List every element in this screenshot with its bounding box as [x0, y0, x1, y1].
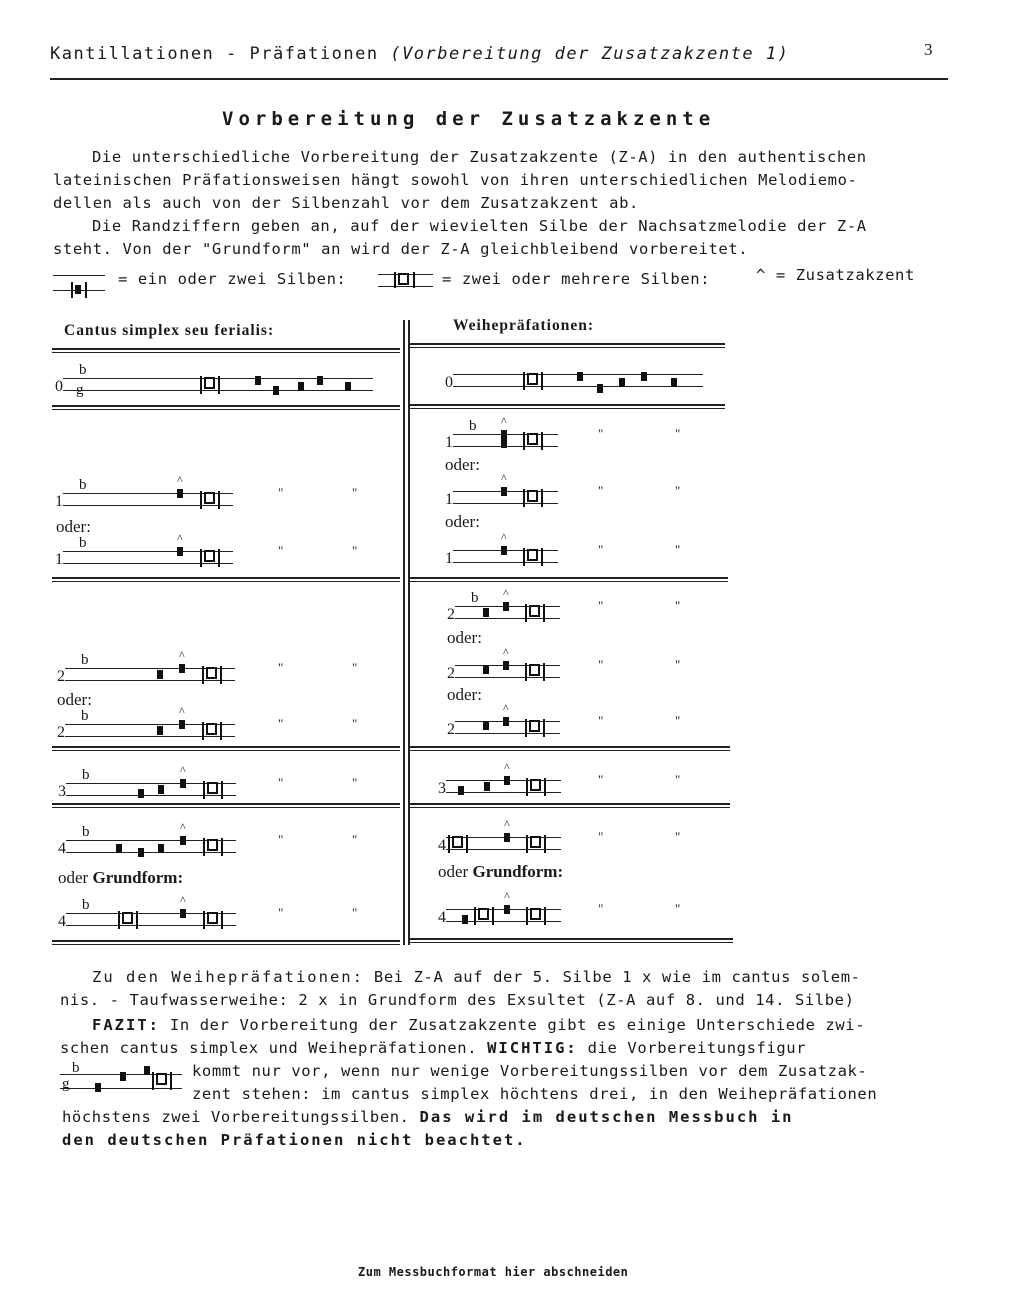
b-clef-icon: b	[79, 535, 87, 551]
accent-icon: ^	[177, 531, 183, 545]
b-clef-icon: b	[79, 362, 87, 378]
ditto-mark: "	[675, 901, 681, 916]
ditto-mark: "	[352, 832, 358, 847]
column-header-weihepraefationen: Weihepräfationen:	[453, 317, 594, 334]
neume-box-icon	[478, 908, 489, 920]
ditto-mark: "	[675, 772, 681, 787]
header-subtitle: (Vorbereitung der Zusatzakzente 1)	[390, 44, 790, 64]
fazit-line	[62, 1106, 794, 1129]
fazit-line: den deutschen Präfationen nicht beachtet.	[62, 1131, 527, 1149]
accent-icon: ^	[503, 645, 509, 659]
ditto-mark: "	[598, 483, 604, 498]
margin-number: 2	[447, 606, 455, 623]
oder-label: oder:	[56, 517, 91, 536]
barline-icon	[544, 835, 546, 853]
note-icon	[273, 386, 279, 395]
intro-line: Die unterschiedliche Vorbereitung der Zusatzakzente (Z-A) in den authentischen	[92, 148, 867, 166]
row-rule	[410, 347, 725, 348]
page-number: 3	[924, 40, 933, 59]
neume-box-icon	[527, 433, 538, 445]
note-icon	[483, 608, 489, 617]
neume-box-icon	[529, 605, 540, 617]
barline-icon	[543, 719, 545, 737]
b-clef-icon: b	[471, 590, 479, 606]
barline-icon	[543, 604, 545, 622]
staff-line	[66, 795, 236, 796]
row-rule	[52, 750, 400, 751]
margin-number: 2	[57, 724, 65, 741]
ditto-mark: "	[675, 598, 681, 613]
accent-icon: ^	[504, 760, 510, 774]
fazit-line: zent stehen: im cantus simplex höchtens drei, in den Weihepräfationen	[192, 1085, 878, 1103]
note-icon	[157, 726, 163, 735]
accent-note-icon	[180, 836, 186, 845]
note-icon	[116, 844, 122, 853]
neume-box-icon	[527, 373, 538, 385]
barline-icon	[541, 489, 543, 507]
neume-box-icon	[527, 490, 538, 502]
barline-icon	[541, 372, 543, 390]
ditto-mark: "	[352, 716, 358, 731]
b-clef-icon: b	[82, 767, 90, 783]
oder-label: oder:	[447, 628, 482, 647]
margin-number: 3	[438, 780, 446, 797]
note-icon	[597, 384, 603, 393]
barline-icon	[526, 835, 528, 853]
neume-box-icon	[207, 782, 218, 794]
intro-line: dellen als auch von der Silbenzahl vor dem Zusatzakzent ab.	[53, 194, 639, 212]
accent-icon: ^	[179, 648, 185, 662]
row-rule	[410, 408, 725, 409]
accent-icon: ^	[501, 471, 507, 485]
fazit-line	[60, 1037, 806, 1060]
oder-label: oder:	[445, 512, 480, 531]
accent-icon: ^	[177, 473, 183, 487]
note-icon	[671, 378, 677, 387]
barline-icon	[200, 549, 202, 567]
b-clef-icon: b	[82, 897, 90, 913]
barline-icon	[492, 907, 494, 925]
b-clef-icon: b	[82, 824, 90, 840]
ditto-mark: "	[598, 657, 604, 672]
neume-box-icon	[530, 836, 541, 848]
oder-label: oder:	[57, 690, 92, 709]
staff-line	[65, 736, 235, 737]
b-clef-icon: b	[469, 418, 477, 434]
ditto-mark: "	[598, 426, 604, 441]
accent-icon: ^	[503, 701, 509, 715]
ditto-mark: "	[352, 660, 358, 675]
row-rule	[52, 803, 400, 805]
fazit-line: kommt nur vor, wenn nur wenige Vorbereitungssilben vor dem Zusatzak-	[192, 1062, 868, 1080]
accent-icon: ^	[180, 820, 186, 834]
preparation-figure-icon: b g	[60, 1066, 185, 1098]
row-rule	[52, 940, 400, 942]
accent-icon: ^	[501, 530, 507, 544]
barline-icon	[221, 781, 223, 799]
accent-note-icon	[501, 546, 507, 555]
neume-box-icon	[204, 550, 215, 562]
text: höchstens zwei Vorbereitungssilben.	[62, 1108, 420, 1126]
row-rule	[410, 404, 725, 406]
row-rule	[52, 807, 400, 808]
row-rule	[52, 746, 400, 748]
note-icon	[483, 721, 489, 730]
page-title: Vorbereitung der Zusatzakzente	[222, 108, 716, 130]
text: Zu den Weihepräfationen:	[92, 968, 364, 986]
margin-number: 3	[58, 783, 66, 800]
barline-icon	[200, 491, 202, 509]
accent-note-icon	[503, 602, 509, 611]
barline-icon	[474, 907, 476, 925]
note-icon	[138, 848, 144, 857]
row-rule	[410, 750, 730, 751]
margin-number: 2	[447, 665, 455, 682]
staff-line	[63, 563, 233, 564]
accent-note-icon	[504, 905, 510, 914]
text: Grundform:	[472, 862, 564, 881]
running-header	[50, 44, 789, 64]
column-divider	[408, 320, 410, 945]
barline-icon	[541, 432, 543, 450]
margin-number: 1	[445, 434, 453, 451]
fazit-line	[92, 1014, 865, 1037]
b-clef-icon: b	[81, 708, 89, 724]
text: In der Vorbereitung der Zusatzakzente gibt es einige Unterschiede zwi-	[160, 1016, 866, 1034]
accent-note-icon	[501, 487, 507, 496]
accent-note-icon	[501, 430, 507, 439]
note-icon	[345, 382, 351, 391]
accent-note-icon	[177, 547, 183, 556]
barline-icon	[203, 838, 205, 856]
row-rule	[410, 942, 733, 943]
ditto-mark: "	[352, 905, 358, 920]
note-icon	[462, 915, 468, 924]
ditto-mark: "	[675, 483, 681, 498]
accent-note-icon	[503, 717, 509, 726]
margin-number: 1	[55, 551, 63, 568]
note-icon	[158, 785, 164, 794]
accent-note-icon	[504, 776, 510, 785]
row-rule	[410, 938, 733, 940]
legend-two-more: = zwei oder mehrere Silben:	[442, 270, 711, 288]
row-rule	[52, 944, 400, 945]
oder-label: oder:	[447, 685, 482, 704]
neume-box-icon	[530, 908, 541, 920]
row-rule	[52, 581, 400, 582]
column-header-cantus-simplex: Cantus simplex seu ferialis:	[64, 322, 275, 339]
margin-number: 0	[445, 374, 453, 391]
text: oder	[58, 868, 89, 887]
text: oder	[438, 862, 469, 881]
barline-icon	[523, 432, 525, 450]
row-rule	[52, 577, 400, 579]
g-clef-icon: g	[76, 382, 84, 398]
note-icon	[501, 439, 507, 448]
ditto-mark: "	[278, 716, 284, 731]
barline-icon	[543, 663, 545, 681]
barline-icon	[203, 911, 205, 929]
ditto-mark: "	[598, 713, 604, 728]
intro-line: steht. Von der "Grundform" an wird der Z-A gleichbleibend vorbereitet.	[53, 240, 749, 258]
accent-note-icon	[504, 833, 510, 842]
note-icon	[484, 782, 490, 791]
ditto-mark: "	[278, 775, 284, 790]
oder-grundform-label	[438, 862, 563, 882]
ditto-mark: "	[675, 542, 681, 557]
neume-box-icon	[206, 723, 217, 735]
neume-box-icon	[529, 664, 540, 676]
barline-icon	[523, 372, 525, 390]
barline-icon	[218, 549, 220, 567]
margin-number: 4	[438, 837, 446, 854]
barline-icon	[136, 911, 138, 929]
margin-number: 2	[447, 721, 455, 738]
note-icon	[157, 670, 163, 679]
accent-note-icon	[180, 909, 186, 918]
staff-line	[66, 852, 236, 853]
staff-line	[63, 505, 233, 506]
column-divider	[403, 320, 405, 945]
barline-icon	[218, 376, 220, 394]
accent-icon: ^	[504, 889, 510, 903]
ditto-mark: "	[278, 905, 284, 920]
row-rule	[410, 807, 730, 808]
margin-number: 4	[438, 909, 446, 926]
legend-accent: ^ = Zusatzakzent	[756, 266, 915, 284]
margin-number: 0	[55, 378, 63, 395]
ditto-mark: "	[675, 426, 681, 441]
b-clef-icon: b	[79, 477, 87, 493]
margin-number: 1	[445, 550, 453, 567]
barline-icon	[221, 838, 223, 856]
accent-icon: ^	[504, 817, 510, 831]
note-icon	[641, 372, 647, 381]
neume-box-icon	[378, 270, 433, 292]
barline-icon	[466, 835, 468, 853]
note-icon	[483, 665, 489, 674]
row-rule	[410, 803, 730, 805]
barline-icon	[220, 722, 222, 740]
ditto-mark: "	[675, 829, 681, 844]
note-icon	[298, 382, 304, 391]
oder-label: oder:	[445, 455, 480, 474]
accent-icon: ^	[501, 414, 507, 428]
oder-grundform-label	[58, 868, 183, 888]
text: schen cantus simplex und Weihepräfationen.	[60, 1039, 488, 1057]
ditto-mark: "	[675, 657, 681, 672]
margin-number: 4	[58, 913, 66, 930]
neume-box-icon	[452, 836, 463, 848]
accent-icon: ^	[179, 704, 185, 718]
note-icon	[158, 844, 164, 853]
ditto-mark: "	[278, 660, 284, 675]
intro-line: Die Randziffern geben an, auf der wievielten Silbe der Nachsatzmelodie der Z-A	[92, 217, 867, 235]
barline-icon	[202, 722, 204, 740]
legend-one-two: = ein oder zwei Silben:	[118, 270, 347, 288]
barline-icon	[544, 778, 546, 796]
barline-icon	[526, 778, 528, 796]
note-icon	[577, 372, 583, 381]
text: Grundform:	[92, 868, 184, 887]
neume-box-icon	[530, 779, 541, 791]
wichtig-label: WICHTIG:	[487, 1039, 578, 1057]
bold-text: Das wird im deutschen Messbuch in	[419, 1108, 794, 1126]
barline-icon	[218, 491, 220, 509]
ditto-mark: "	[598, 772, 604, 787]
staff-line	[65, 680, 235, 681]
ditto-mark: "	[352, 775, 358, 790]
text: Bei Z-A auf der 5. Silbe 1 x wie im cantus solem-	[363, 968, 861, 986]
row-rule	[410, 577, 728, 579]
neume-box-icon	[122, 912, 133, 924]
header-title: Kantillationen - Präfationen	[50, 44, 379, 64]
row-rule	[410, 746, 730, 748]
text: die Vorbereitungsfigur	[577, 1039, 807, 1057]
barline-icon	[526, 907, 528, 925]
accent-note-icon	[503, 661, 509, 670]
row-rule	[410, 581, 728, 582]
accent-note-icon	[177, 489, 183, 498]
barline-icon	[118, 911, 120, 929]
staff-line	[453, 386, 703, 387]
accent-note-icon	[179, 720, 185, 729]
staff-line	[66, 925, 236, 926]
header-rule	[50, 78, 948, 80]
cut-line-footer: Zum Messbuchformat hier abschneiden	[358, 1265, 629, 1279]
ditto-mark: "	[598, 829, 604, 844]
neume-box-icon	[204, 492, 215, 504]
accent-icon: ^	[503, 586, 509, 600]
note-icon	[317, 376, 323, 385]
ditto-mark: "	[278, 543, 284, 558]
note-paragraph	[92, 966, 861, 989]
note-icon	[619, 378, 625, 387]
accent-note-icon	[179, 664, 185, 673]
barline-icon	[221, 911, 223, 929]
row-rule	[52, 348, 400, 350]
neume-single-icon	[53, 272, 105, 302]
ditto-mark: "	[675, 713, 681, 728]
ditto-mark: "	[352, 485, 358, 500]
ditto-mark: "	[278, 485, 284, 500]
neume-box-icon	[529, 720, 540, 732]
row-rule	[410, 343, 725, 345]
fazit-label: FAZIT:	[92, 1016, 160, 1034]
barline-icon	[523, 548, 525, 566]
barline-icon	[220, 666, 222, 684]
barline-icon	[525, 604, 527, 622]
note-icon	[138, 789, 144, 798]
neume-box-icon	[204, 377, 215, 389]
row-rule	[52, 405, 400, 407]
margin-number: 1	[445, 491, 453, 508]
margin-number: 4	[58, 840, 66, 857]
b-clef-icon: b	[81, 652, 89, 668]
note-line: nis. - Taufwasserweihe: 2 x in Grundform des Exsultet (Z-A auf 8. und 14. Silbe)	[60, 991, 855, 1009]
neume-box-icon	[527, 549, 538, 561]
barline-icon	[544, 907, 546, 925]
neume-box-icon	[207, 839, 218, 851]
ditto-mark: "	[598, 901, 604, 916]
barline-icon	[203, 781, 205, 799]
neume-box-icon	[207, 912, 218, 924]
intro-line: lateinischen Präfationsweisen hängt sowohl von ihren unterschiedlichen Melodiemo-	[53, 171, 858, 189]
barline-icon	[202, 666, 204, 684]
ditto-mark: "	[598, 598, 604, 613]
barline-icon	[448, 835, 450, 853]
neume-box-icon	[206, 667, 217, 679]
barline-icon	[541, 548, 543, 566]
barline-icon	[525, 663, 527, 681]
ditto-mark: "	[278, 832, 284, 847]
accent-icon: ^	[180, 893, 186, 907]
note-icon	[255, 376, 261, 385]
accent-note-icon	[180, 779, 186, 788]
note-icon	[458, 786, 464, 795]
margin-number: 1	[55, 493, 63, 510]
row-rule	[52, 352, 400, 353]
barline-icon	[525, 719, 527, 737]
barline-icon	[200, 376, 202, 394]
ditto-mark: "	[352, 543, 358, 558]
ditto-mark: "	[598, 542, 604, 557]
barline-icon	[523, 489, 525, 507]
accent-icon: ^	[180, 763, 186, 777]
row-rule	[52, 409, 400, 410]
margin-number: 2	[57, 668, 65, 685]
